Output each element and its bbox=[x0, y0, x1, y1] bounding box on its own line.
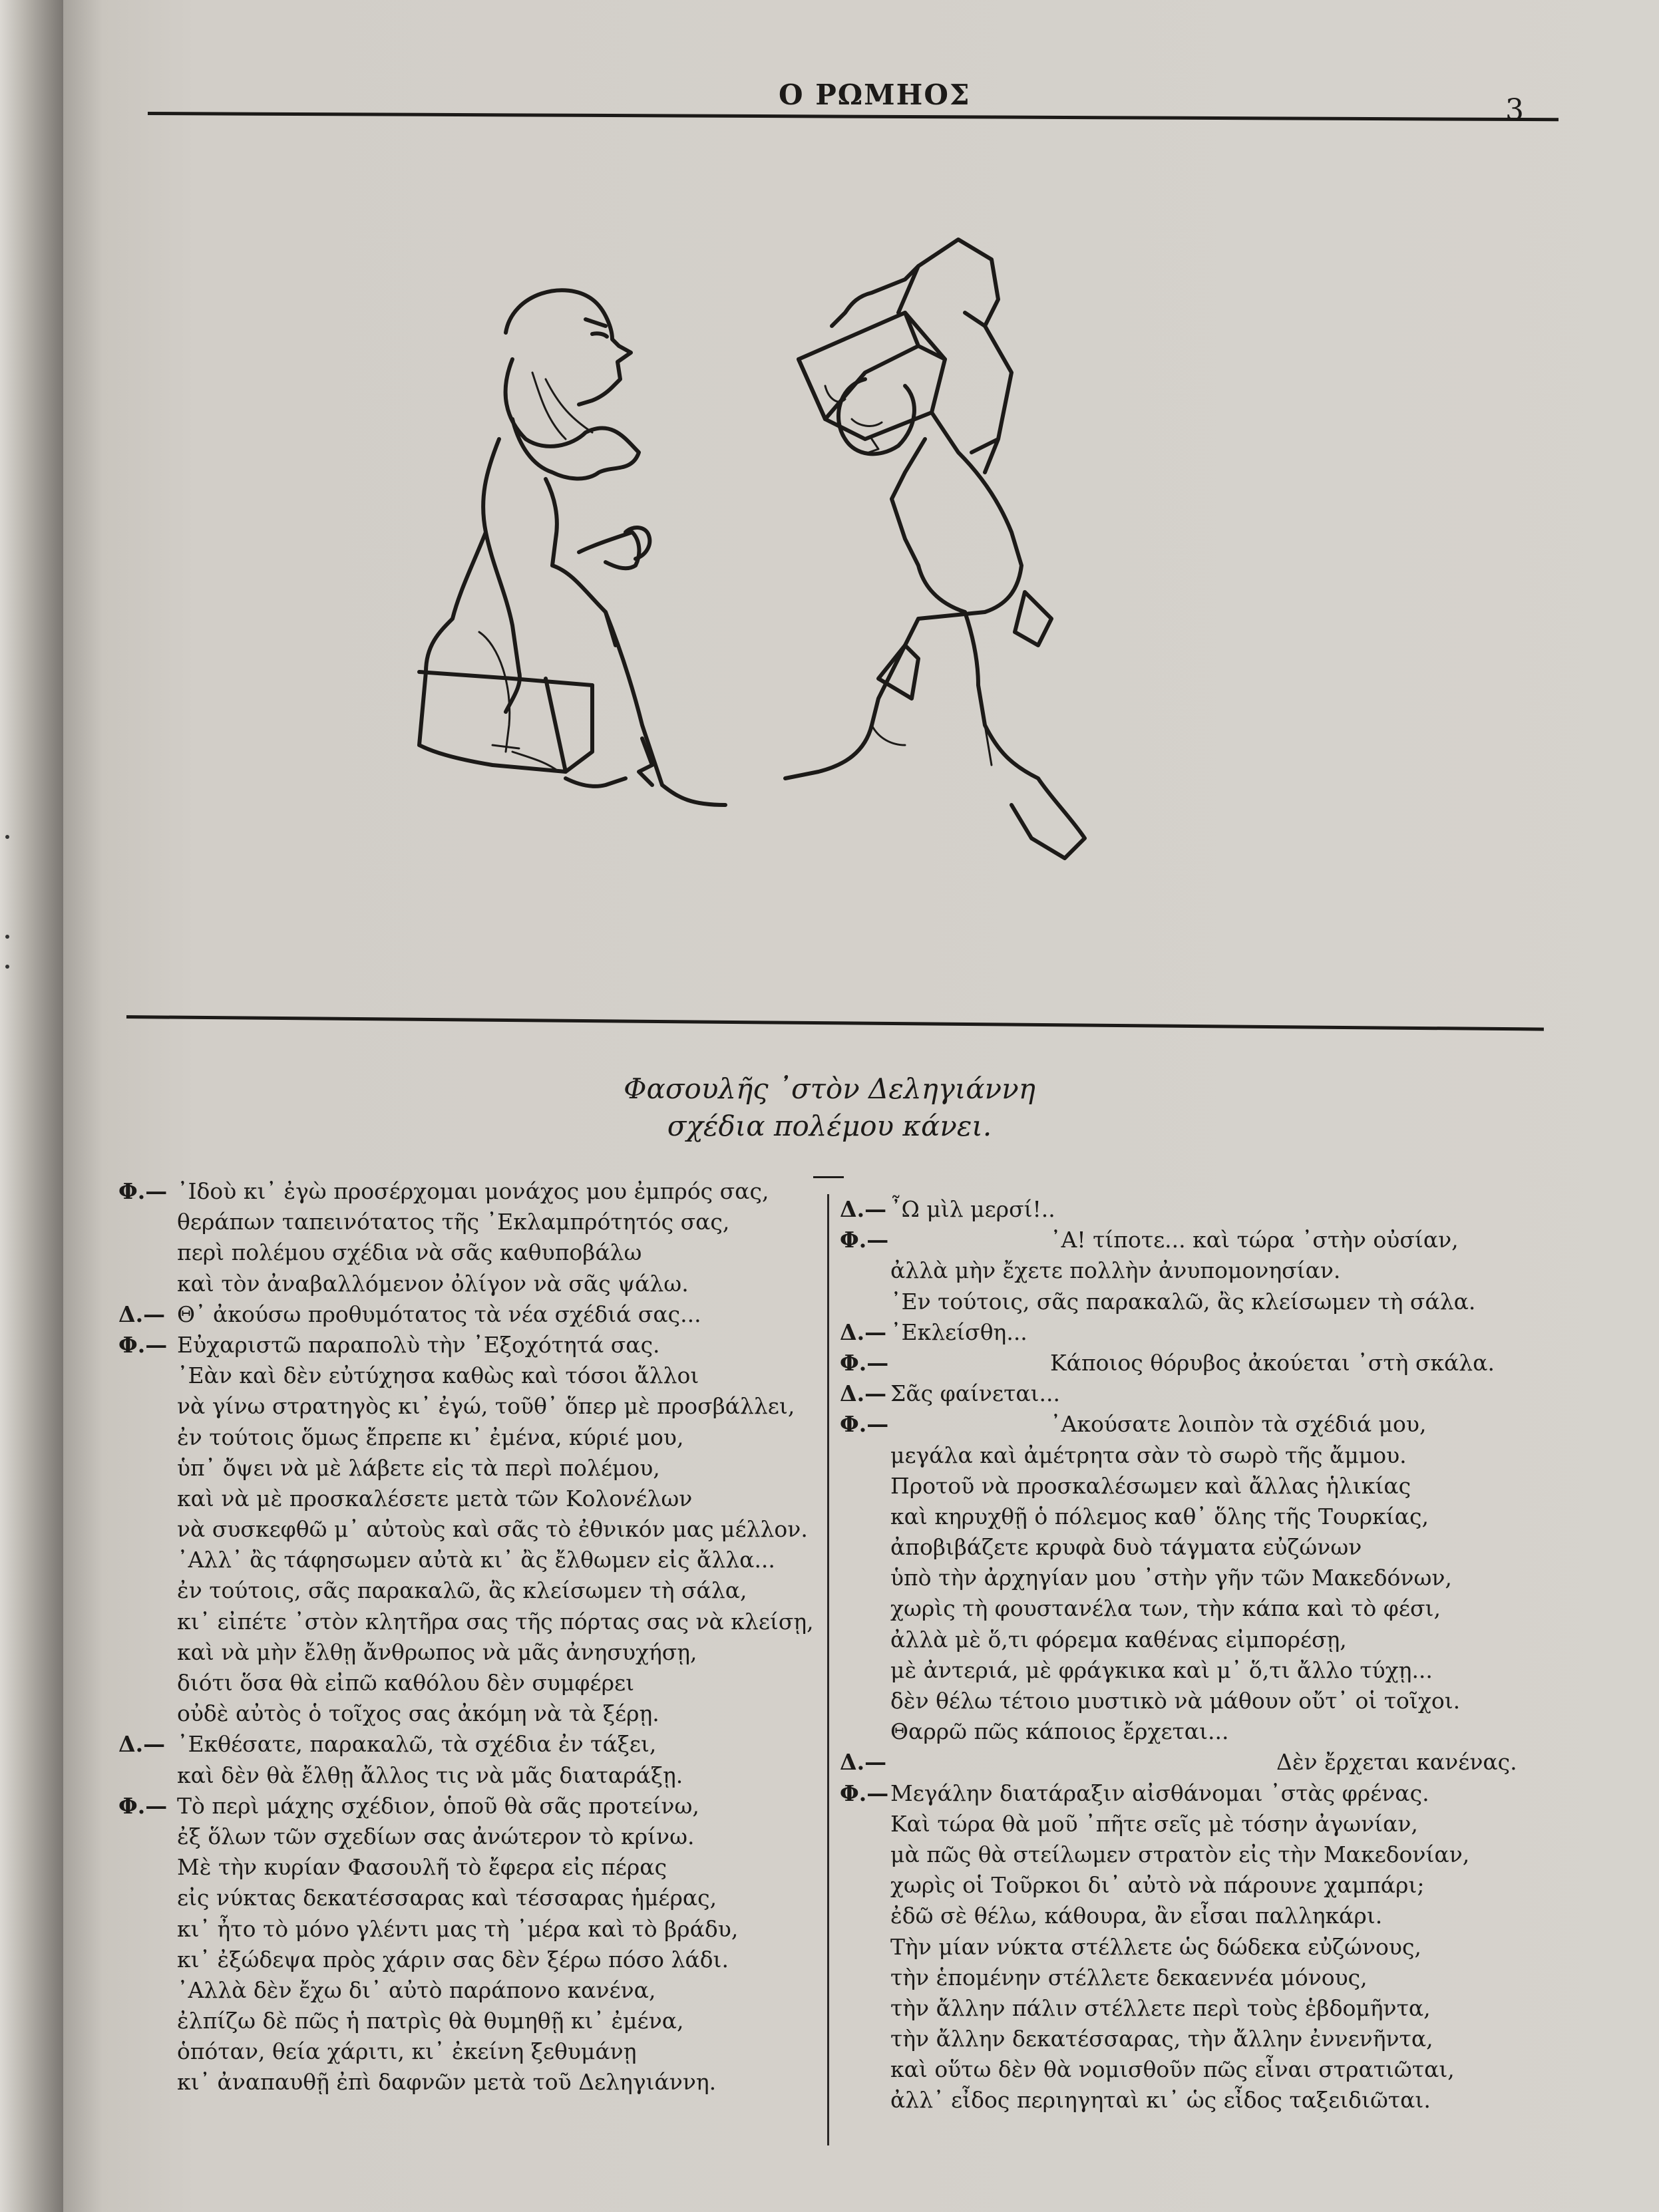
verse-line bbox=[118, 1176, 811, 1207]
verse-line bbox=[840, 1225, 1545, 1255]
verse-text: κι᾿ ἀναπαυθῇ ἐπὶ δαφνῶν μετὰ τοῦ Δεληγιάννη. bbox=[177, 2069, 717, 2096]
verse-line bbox=[840, 1655, 1545, 1686]
page-number: 3 bbox=[1505, 93, 1524, 127]
verse-line bbox=[840, 1901, 1545, 1931]
verse-line bbox=[118, 1484, 811, 1514]
verse-text: ὑπ᾿ ὄψει νὰ μὲ λάβετε εἰς τὰ περὶ πολέμου, bbox=[177, 1454, 660, 1481]
verse-line bbox=[118, 1729, 811, 1760]
verse-text: Θαρρῶ πῶς κάποιος ἔρχεται... bbox=[890, 1718, 1229, 1745]
verse-line bbox=[840, 1809, 1545, 1839]
right-column bbox=[840, 1194, 1545, 2116]
verse-text: ᾿Ακούσατε λοιπὸν τὰ σχέδιά μου, bbox=[1050, 1411, 1427, 1438]
speck bbox=[5, 965, 9, 969]
verse-text: ᾿Ιδοὺ κι᾿ ἐγὼ προσέρχομαι μονάχος μου ἐμπρός σας, bbox=[177, 1178, 769, 1204]
verse-line bbox=[118, 1668, 811, 1698]
verse-line bbox=[118, 1269, 811, 1299]
verse-text: ἀλλ᾿ εἶδος περιηγηταὶ κι᾿ ὡς εἶδος ταξειδιῶται. bbox=[890, 2087, 1431, 2114]
verse-line bbox=[118, 1607, 814, 1637]
verse-text: Μεγάλην διατάραξιν αἰσθάνομαι ᾿στὰς φρένας. bbox=[890, 1780, 1429, 1806]
verse-line bbox=[118, 1821, 811, 1852]
verse-text: νὰ γίνω στρατηγὸς κι᾿ ἐγώ, τοῦθ᾿ ὅπερ μὲ προσβάλλει, bbox=[177, 1393, 795, 1420]
column-divider bbox=[827, 1194, 829, 2145]
verse-text: ᾿Α! τίποτε... καὶ τώρα ᾿στὴν οὐσίαν, bbox=[1050, 1227, 1459, 1253]
verse-text: ᾿Εὰν καὶ δὲν εὐτύχησα καθὼς καὶ τόσοι ἄλλοι bbox=[177, 1362, 699, 1389]
verse-text: Τὸ περὶ μάχης σχέδιον, ὁποῦ θὰ σᾶς προτείνω, bbox=[177, 1792, 699, 1819]
verse-line bbox=[840, 1563, 1545, 1593]
speaker-label: Φ.— bbox=[840, 1227, 889, 1253]
verse-line bbox=[118, 1330, 811, 1360]
verse-text: ἐλπίζω δὲ πῶς ἡ πατρὶς θὰ θυμηθῇ κι᾿ ἐμένα, bbox=[177, 2008, 684, 2034]
verse-line bbox=[118, 1852, 811, 1883]
verse-text: καὶ τὸν ἀναβαλλόμενον ὀλίγον νὰ σᾶς ψάλω. bbox=[177, 1270, 689, 1297]
speaker-label: Δ.— bbox=[840, 1380, 887, 1407]
verse-text: καὶ δὲν θὰ ἔλθῃ ἄλλος τις νὰ μᾶς διαταράξῃ. bbox=[177, 1762, 683, 1788]
verse-text: καὶ οὕτω δὲν θὰ νομισθοῦν πῶς εἶναι στρατιῶται, bbox=[890, 2056, 1455, 2083]
verse-text: Σᾶς φαίνεται... bbox=[890, 1380, 1061, 1407]
verse-line bbox=[840, 1686, 1545, 1716]
speaker-label: Φ.— bbox=[118, 1792, 168, 1819]
verse-line bbox=[840, 1471, 1545, 1501]
verse-text: εἰς νύκτας δεκατέσσαρας καὶ τέσσαρας ἡμέρας, bbox=[177, 1885, 717, 1911]
verse-text: Θ᾿ ἀκούσω προθυμότατος τὰ νέα σχέδιά σας... bbox=[177, 1301, 701, 1327]
verse-line bbox=[118, 2036, 811, 2067]
verse-line bbox=[118, 1575, 811, 1606]
verse-text: Εὐχαριστῶ παραπολὺ τὴν ᾿Εξοχότητά σας. bbox=[177, 1331, 660, 1358]
verse-line bbox=[840, 1993, 1545, 2024]
verse-line bbox=[840, 2024, 1545, 2054]
caption-separator bbox=[813, 1176, 844, 1178]
verse-text: ἀλλὰ μὴν ἔχετε πολλὴν ἀνυπομονησίαν. bbox=[890, 1257, 1341, 1284]
speaker-label: Δ.— bbox=[840, 1319, 887, 1345]
verse-text: μὲ ἀντεριά, μὲ φράγκικα καὶ μ᾿ ὅ,τι ἄλλο τύχῃ... bbox=[890, 1657, 1433, 1683]
verse-line bbox=[840, 2054, 1545, 2085]
verse-line bbox=[840, 1778, 1545, 1809]
verse-line bbox=[118, 1237, 811, 1268]
verse-line bbox=[840, 1532, 1545, 1563]
verse-line bbox=[118, 1360, 811, 1391]
verse-text: ᾿Αλλὰ δὲν ἔχω δι᾿ αὐτὸ παράπονο κανένα, bbox=[177, 1976, 656, 2003]
verse-line bbox=[840, 1287, 1545, 1317]
verse-line bbox=[840, 1870, 1545, 1901]
verse-line bbox=[840, 1317, 1545, 1348]
speaker-label: Δ.— bbox=[118, 1731, 166, 1758]
verse-text: καὶ νὰ μὴν ἔλθῃ ἄνθρωπος νὰ μᾶς ἀνησυχήσῃ, bbox=[177, 1639, 697, 1665]
verse-text: δὲν θέλω τέτοιο μυστικὸ νὰ μάθουν οὔτ᾿ οἱ τοῖχοι. bbox=[890, 1688, 1461, 1714]
verse-line bbox=[118, 1975, 811, 2006]
verse-line bbox=[840, 1625, 1545, 1655]
verse-line bbox=[118, 1453, 811, 1484]
verse-line bbox=[118, 1637, 811, 1668]
verse-line bbox=[840, 1348, 1545, 1378]
verse-line bbox=[840, 1409, 1545, 1440]
caption-line-2: σχέδια πολέμου κάνει. bbox=[667, 1110, 992, 1142]
speaker-label: Φ.— bbox=[840, 1780, 889, 1806]
speaker-label: Δ.— bbox=[840, 1749, 887, 1776]
binding-gutter bbox=[0, 0, 63, 2212]
verse-text: νὰ συσκεφθῶ μ᾿ αὐτοὺς καὶ σᾶς τὸ ἐθνικόν μας μέλλον. bbox=[177, 1516, 808, 1543]
verse-text: ᾿Εκλείσθη... bbox=[890, 1319, 1027, 1345]
verse-line bbox=[118, 2067, 811, 2098]
seated-bearded-figure bbox=[419, 290, 725, 805]
verse-text: καὶ κηρυχθῇ ὁ πόλεμος καθ᾿ ὅλης τῆς Τουρκίας, bbox=[890, 1503, 1429, 1529]
verse-line bbox=[118, 1945, 811, 1975]
verse-text: ὁπόταν, θεία χάριτι, κι᾿ ἐκείνη ξεθυμάνῃ bbox=[177, 2038, 637, 2065]
speaker-label: Δ.— bbox=[118, 1301, 166, 1327]
verse-text: οὐδὲ αὐτὸς ὁ τοῖχος σας ἀκόμη νὰ τὰ ξέρῃ. bbox=[177, 1700, 659, 1727]
verse-text: Προτοῦ νὰ προσκαλέσωμεν καὶ ἄλλας ἡλικίας bbox=[890, 1472, 1411, 1499]
verse-line bbox=[118, 1914, 811, 1945]
verse-text: ἐδῶ σὲ θέλω, κάθουρα, ἂν εἶσαι παλληκάρι. bbox=[890, 1903, 1383, 1929]
verse-text: ἐν τούτοις, σᾶς παρακαλῶ, ἂς κλείσωμεν τὴ σάλα, bbox=[177, 1577, 747, 1604]
verse-text: κι᾿ ἐξώδεψα πρὸς χάριν σας δὲν ξέρω πόσο λάδι. bbox=[177, 1946, 729, 1973]
verse-line bbox=[840, 1932, 1545, 1963]
caption-line-1: Φασουλῆς ᾿στὸν Δεληγιάννη bbox=[624, 1072, 1035, 1105]
verse-text: ῏Ω μὶλ μερσί!.. bbox=[890, 1196, 1055, 1222]
verse-line bbox=[118, 1883, 811, 1913]
verse-line bbox=[840, 1963, 1545, 1993]
verse-text: ᾿Εν τούτοις, σᾶς παρακαλῶ, ἂς κλείσωμεν τὴ σάλα. bbox=[890, 1288, 1476, 1315]
speaker-label: Φ.— bbox=[840, 1349, 889, 1376]
verse-line bbox=[118, 2006, 811, 2036]
verse-text: Τὴν μίαν νύκτα στέλλετε ὡς δώδεκα εὐζώνους, bbox=[890, 1933, 1421, 1960]
verse-line bbox=[118, 1760, 811, 1791]
verse-text: μεγάλα καὶ ἀμέτρητα σὰν τὸ σωρὸ τῆς ἄμμου. bbox=[890, 1442, 1407, 1468]
verse-text: περὶ πολέμου σχέδια νὰ σᾶς καθυποβάλω bbox=[177, 1239, 642, 1266]
verse-line bbox=[840, 1839, 1545, 1870]
verse-line bbox=[118, 1698, 811, 1729]
verse-text: θεράπων ταπεινότατος τῆς ᾿Εκλαμπρότητός σας, bbox=[177, 1209, 730, 1235]
cartoon-illustration bbox=[413, 220, 1278, 965]
verse-line bbox=[118, 1791, 811, 1821]
verse-text: μὰ πῶς θὰ στείλωμεν στρατὸν εἰς τὴν Μακεδονίαν, bbox=[890, 1841, 1470, 1867]
speck bbox=[5, 835, 9, 839]
verse-line bbox=[840, 1440, 1545, 1471]
speck bbox=[5, 935, 9, 939]
verse-line bbox=[118, 1545, 811, 1575]
verse-line bbox=[840, 2085, 1545, 2116]
verse-line bbox=[118, 1207, 811, 1237]
verse-line bbox=[840, 1378, 1545, 1409]
left-column bbox=[118, 1176, 814, 2098]
verse-line bbox=[840, 1716, 1545, 1747]
verse-line bbox=[840, 1593, 1545, 1624]
verse-text: ἀλλὰ μὲ ὅ,τι φόρεμα καθένας εἰμπορέσῃ, bbox=[890, 1626, 1347, 1653]
speaker-label: Δ.— bbox=[840, 1196, 887, 1222]
verse-text: τὴν ἑπομένην στέλλετε δεκαεννέα μόνους, bbox=[890, 1964, 1368, 1990]
verse-text: ἀποβιβάζετε κρυφὰ δυὸ τάγματα εὐζώνων bbox=[890, 1534, 1362, 1561]
verse-text: Μὲ τὴν κυρίαν Φασουλῆ τὸ ἔφερα εἰς πέρας bbox=[177, 1854, 667, 1881]
verse-text: ὑπὸ τὴν ἀρχηγίαν μου ᾿στὴν γῆν τῶν Μακεδόνων, bbox=[890, 1565, 1452, 1591]
verse-line bbox=[118, 1299, 811, 1330]
verse-text: χωρὶς τὴ φουστανέλα των, τὴν κάπα καὶ τὸ φέσι, bbox=[890, 1595, 1441, 1622]
verse-line bbox=[118, 1514, 811, 1545]
verse-line bbox=[118, 1422, 811, 1453]
verse-text: καὶ νὰ μὲ προσκαλέσετε μετὰ τῶν Κολονέλων bbox=[177, 1485, 693, 1511]
verse-text: ἐξ ὅλων τῶν σχεδίων σας ἀνώτερον τὸ κρίνω. bbox=[177, 1823, 695, 1849]
verse-text: διότι ὅσα θὰ εἰπῶ καθόλου δὲν συμφέρει bbox=[177, 1670, 635, 1696]
verse-line bbox=[840, 1194, 1545, 1225]
speaker-label: Φ.— bbox=[118, 1178, 168, 1204]
verse-line bbox=[840, 1501, 1545, 1532]
verse-text: χωρὶς οἱ Τοῦρκοι δι᾿ αὐτὸ νὰ πάρουνε χαμπάρι; bbox=[890, 1872, 1425, 1899]
verse-line bbox=[118, 1391, 811, 1422]
verse-text: τὴν ἄλλην πάλιν στέλλετε περὶ τοὺς ἑβδομῆντα, bbox=[890, 1994, 1431, 2021]
verse-text: κι᾿ ἦτο τὸ μόνο γλέντι μας τὴ ᾿μέρα καὶ τὸ βράδυ, bbox=[177, 1915, 739, 1942]
verse-text: Δὲν ἔρχεται κανένας. bbox=[1276, 1749, 1517, 1776]
verse-text: ᾿Εκθέσατε, παρακαλῶ, τὰ σχέδια ἐν τάξει, bbox=[177, 1731, 657, 1758]
speaker-label: Φ.— bbox=[118, 1331, 168, 1358]
verse-text: κι᾿ εἰπέτε ᾿στὸν κλητῆρα σας τῆς πόρτας σας νὰ κλείσῃ, bbox=[177, 1608, 814, 1635]
verse-text: Κάποιος θόρυβος ἀκούεται ᾿στὴ σκάλα. bbox=[1050, 1349, 1495, 1376]
verse-text: Καὶ τώρα θὰ μοῦ ᾿πῆτε σεῖς μὲ τόσην ἀγωνίαν, bbox=[890, 1810, 1418, 1837]
page-title: Ο ΡΩΜΗΟΣ bbox=[779, 79, 971, 111]
verse-text: ᾿Αλλ᾿ ἂς τάφησωμεν αὐτὰ κι᾿ ἂς ἔλθωμεν εἰς ἄλλα... bbox=[177, 1547, 775, 1573]
verse-text: ἐν τούτοις ὅμως ἔπρεπε κι᾿ ἐμένα, κύριέ μου, bbox=[177, 1424, 684, 1450]
fasoulis-figure bbox=[785, 239, 1085, 858]
speaker-label: Φ.— bbox=[840, 1411, 889, 1438]
verse-line bbox=[840, 1255, 1545, 1286]
verse-line bbox=[840, 1747, 1545, 1778]
verse-text: τὴν ἄλλην δεκατέσσαρας, τὴν ἄλλην ἐννενῆντα, bbox=[890, 2026, 1433, 2052]
